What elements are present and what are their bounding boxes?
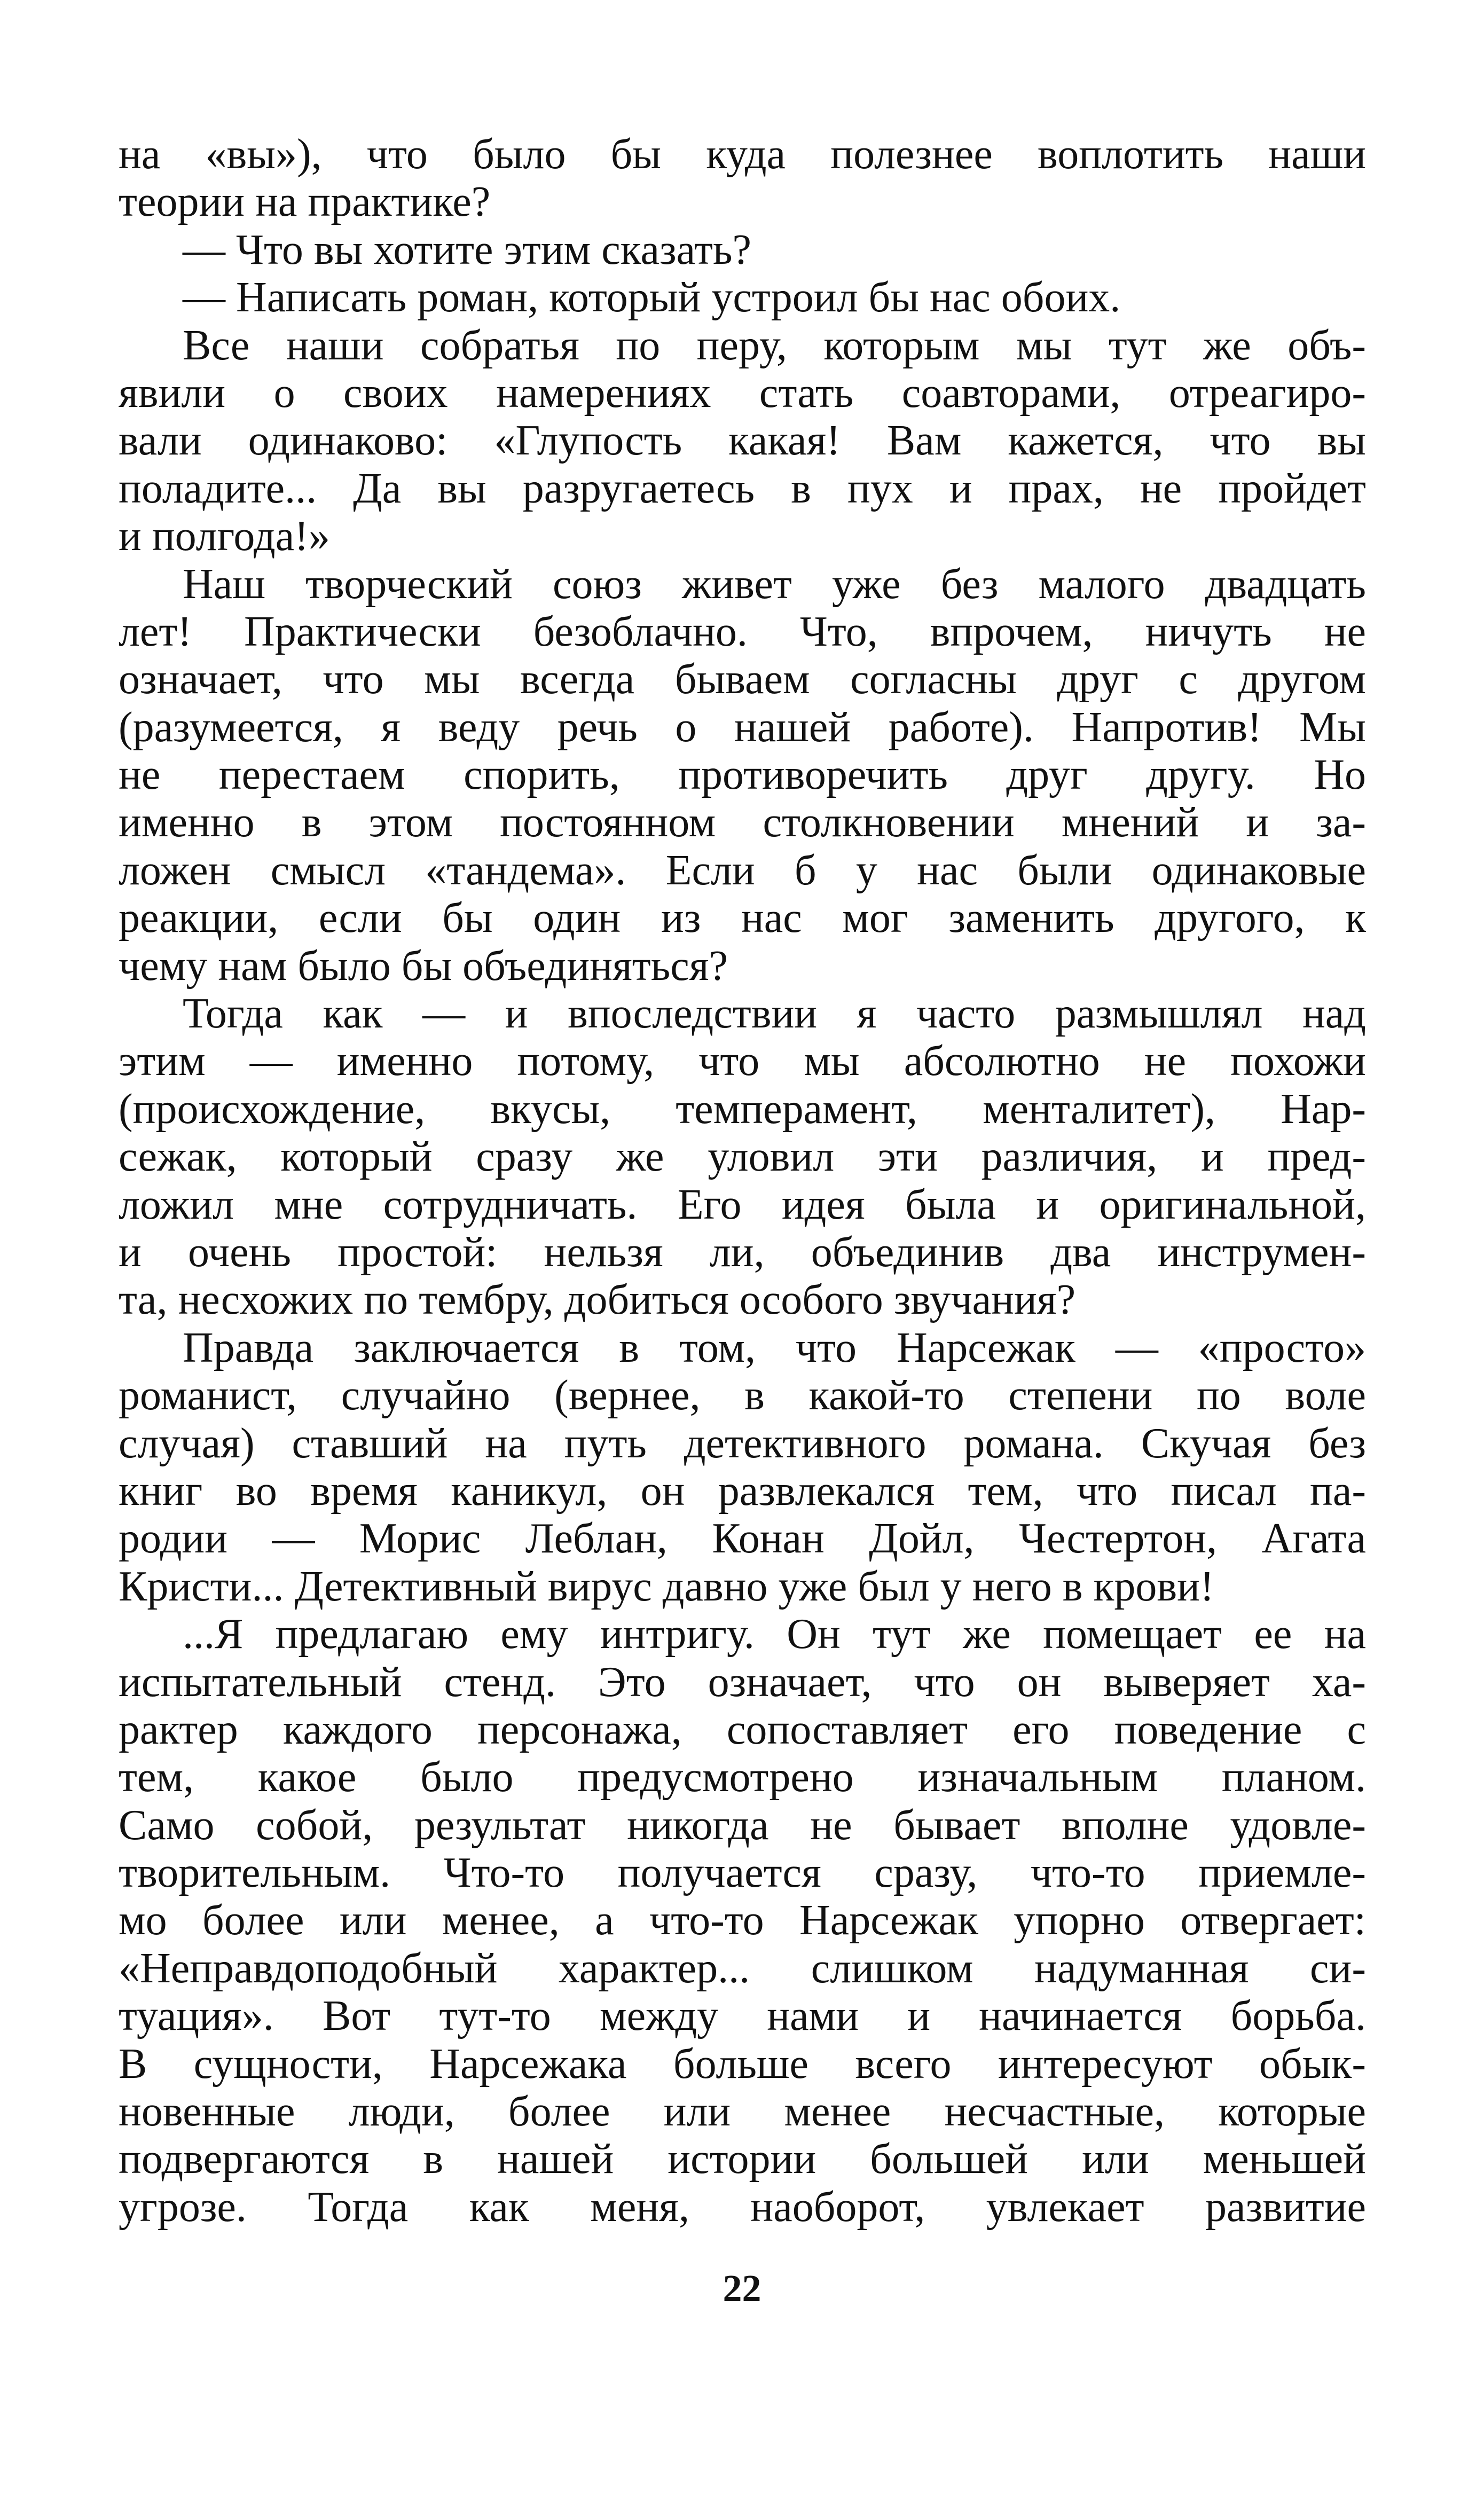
page-number: 22 xyxy=(723,2267,761,2310)
text-line: (происхождение, вкусы, темперамент, менталитет), Нар- xyxy=(119,1085,1366,1133)
text-line: ложил мне сотрудничать. Его идея была и оригинальной, xyxy=(119,1181,1366,1228)
text-line: рактер каждого персонажа, сопоставляет его поведение с xyxy=(119,1706,1366,1753)
text-line: чему нам было бы объединяться? xyxy=(119,942,728,990)
text-line: и очень простой: нельзя ли, объединив два инструмен- xyxy=(119,1228,1366,1276)
text-line: поладите... Да вы разругаетесь в пух и прах, не пройдет xyxy=(119,465,1366,512)
text-line: испытательный стенд. Это означает, что он выверяет ха- xyxy=(119,1658,1366,1706)
text-line: вали одинаково: «Глупость какая! Вам кажется, что вы xyxy=(119,417,1366,465)
text-line: Само собой, результат никогда не бывает вполне удовле- xyxy=(119,1801,1366,1849)
text-line: ложен смысл «тандема». Если б у нас были одинаковые xyxy=(119,846,1366,894)
text-line: «Неправдоподобный характер... слишком надуманная си- xyxy=(119,1944,1366,1992)
text-line: родии — Морис Леблан, Конан Дойл, Честертон, Агата xyxy=(119,1515,1366,1563)
text-line: туация». Вот тут-то между нами и начинается борьба. xyxy=(119,1992,1366,2040)
text-line: книг во время каникул, он развлекался тем, что писал па- xyxy=(119,1467,1366,1515)
text-line: случая) ставший на путь детективного романа. Скучая без xyxy=(119,1419,1366,1467)
text-line: ...Я предлагаю ему интригу. Он тут же помещает ее на xyxy=(183,1611,1366,1658)
text-line: новенные люди, более или менее несчастные, которые xyxy=(119,2088,1366,2136)
text-line: теории на практике? xyxy=(119,178,491,226)
text-line: Все наши собратья по перу, которым мы тут же объ- xyxy=(183,321,1366,369)
text-line: реакции, если бы один из нас мог заменить другого, к xyxy=(119,894,1366,942)
text-line: творительным. Что-то получается сразу, что-то приемле- xyxy=(119,1849,1366,1897)
text-line: на «вы»), что было бы куда полезнее воплотить наши xyxy=(119,131,1366,178)
text-line: угрозе. Тогда как меня, наоборот, увлекает развитие xyxy=(119,2183,1366,2231)
text-line: Правда заключается в том, что Нарсежак — «просто» xyxy=(183,1324,1366,1371)
text-line: Тогда как — и впоследствии я часто размышлял над xyxy=(183,990,1366,1038)
body-text xyxy=(119,131,1366,2231)
text-line: — Что вы хотите этим сказать? xyxy=(183,226,751,273)
text-line: этим — именно потому, что мы абсолютно не похожи xyxy=(119,1038,1366,1085)
text-line: та, несхожих по тембру, добиться особого звучания? xyxy=(119,1276,1076,1324)
text-line: Кристи... Детективный вирус давно уже был у него в крови! xyxy=(119,1563,1214,1610)
text-line: именно в этом постоянном столкновении мнений и за- xyxy=(119,799,1366,846)
text-line: не перестаем спорить, противоречить друг другу. Но xyxy=(119,751,1366,799)
text-line: романист, случайно (вернее, в какой-то степени по воле xyxy=(119,1372,1366,1419)
text-line: мо более или менее, а что-то Нарсежак упорно отвергает: xyxy=(119,1897,1366,1944)
text-line: сежак, который сразу же уловил эти различия, и пред- xyxy=(119,1133,1366,1181)
text-line: (разумеется, я веду речь о нашей работе). Напротив! Мы xyxy=(119,703,1366,751)
text-line: и полгода!» xyxy=(119,513,330,560)
text-line: тем, какое было предусмотрено изначальным планом. xyxy=(119,1754,1366,1801)
text-line: лет! Практически безоблачно. Что, впрочем, ничуть не xyxy=(119,608,1366,655)
text-line: В сущности, Нарсежака больше всего интересуют обык- xyxy=(119,2040,1366,2088)
text-line: явили о своих намерениях стать соавторами, отреагиро- xyxy=(119,369,1366,417)
text-line: — Написать роман, который устроил бы нас обоих. xyxy=(183,274,1121,321)
text-line: означает, что мы всегда бываем согласны друг с другом xyxy=(119,656,1366,703)
text-line: подвергаются в нашей истории большей или меньшей xyxy=(119,2136,1366,2183)
text-line: Наш творческий союз живет уже без малого двадцать xyxy=(183,560,1366,608)
